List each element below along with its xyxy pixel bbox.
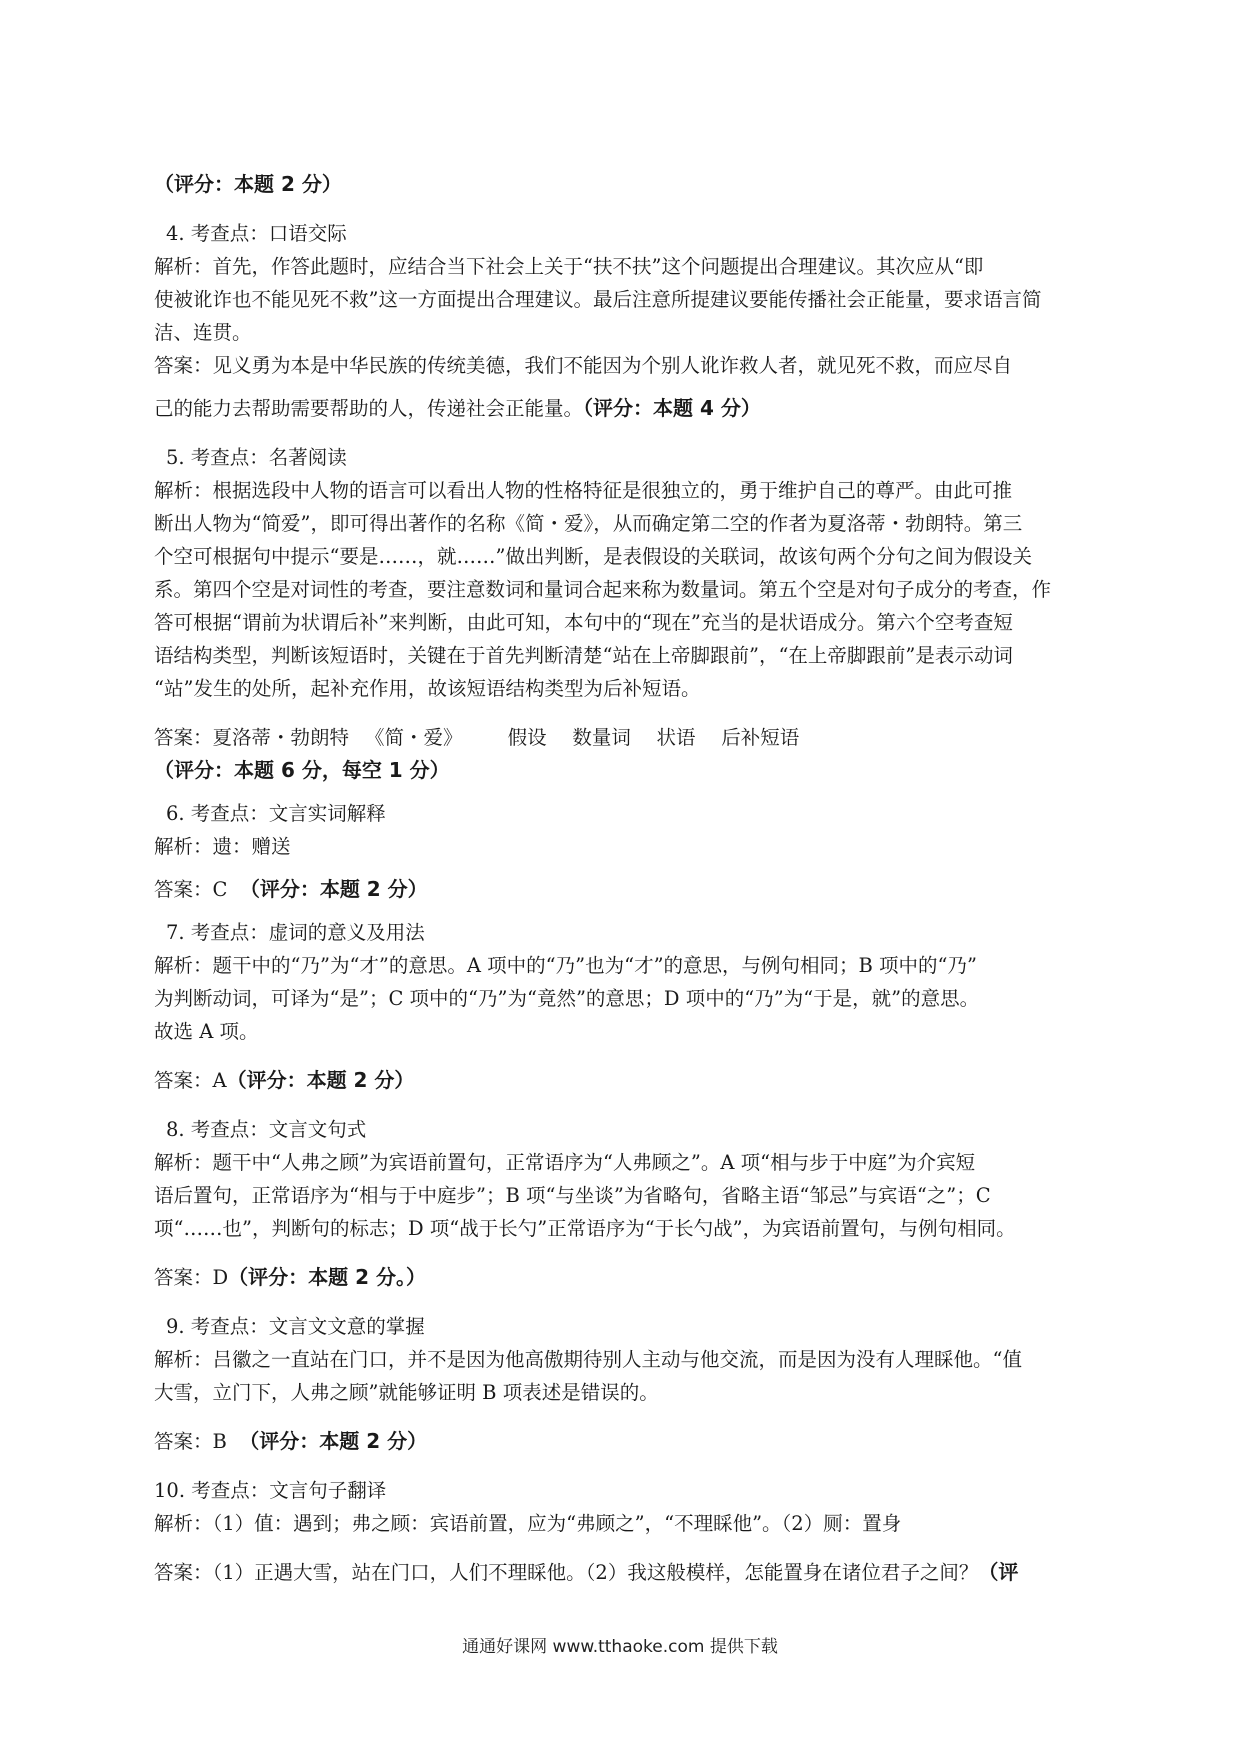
- q10-topic: 10. 考查点：文言句子翻译: [154, 1479, 387, 1502]
- q5-analysis-line: 解析：根据选段中人物的语言可以看出人物的性格特征是很独立的，勇于维护自己的尊严。由此可推: [154, 479, 1013, 502]
- q8-analysis-line: 解析：题干中“人弗之顾”为宾语前置句，正常语序为“人弗顾之”。A 项“相与步于中庭”为介宾短: [154, 1151, 976, 1174]
- q5-analysis-line: 语结构类型，判断该短语时，关键在于首先判断清楚“站在上帝脚跟前”，“在上帝脚跟前”是表示动词: [154, 644, 1013, 667]
- q5-score: （评分：本题 6 分，每空 1 分）: [154, 758, 450, 782]
- q7-topic: 7. 考查点：虚词的意义及用法: [166, 921, 425, 944]
- question-5: [154, 441, 1090, 787]
- q4-analysis-line: 使被讹诈也不能见死不救”这一方面提出合理建议。最后注意所提建议要能传播社会正能量，要求语言简: [154, 288, 1042, 311]
- question-9: [154, 1310, 1090, 1458]
- q5-answer: 答案：夏洛蒂・勃朗特 《简・爱》 假设 数量词 状语 后补短语（评分：本题 6 分，每空 1 分）: [154, 726, 800, 782]
- q9-topic: 9. 考查点：文言文文意的掌握: [166, 1315, 425, 1338]
- q4-topic: 4. 考查点：口语交际: [166, 222, 347, 245]
- q7-analysis-line: 解析：题干中的“乃”为“才”的意思。A 项中的“乃”也为“才”的意思，与例句相同；B 项中的“乃”: [154, 954, 977, 977]
- q8-answer: 答案：D（评分：本题 2 分。）: [154, 1265, 426, 1289]
- q10-analysis-line: 解析：（1）值：遇到；弗之顾：宾语前置，应为“弗顾之”，“不理睬他”。（2）厕：置身: [154, 1512, 902, 1535]
- q6-answer: 答案：C （评分：本题 2 分）: [154, 877, 428, 901]
- q8-score: （评分：本题 2 分。）: [228, 1265, 426, 1289]
- question-7: [154, 916, 1090, 1097]
- question-6: [154, 797, 1090, 906]
- q9-answer: 答案：B （评分：本题 2 分）: [154, 1429, 428, 1453]
- q4-analysis-line: 解析：首先，作答此题时，应结合当下社会上关于“扶不扶”这个问题提出合理建议。其次应从“即: [154, 255, 984, 278]
- question-4: [154, 217, 1090, 425]
- q10-score: （评: [978, 1560, 1019, 1584]
- q8-analysis-line: 语后置句，正常语序为“相与于中庭步”；B 项“与坐谈”为省略句，省略主语“邹忌”与宾语“之”；C: [154, 1184, 991, 1207]
- answer-key-content: [154, 168, 1090, 1589]
- q8-analysis-line: 项“……也”，判断句的标志；D 项“战于长勺”正常语序为“于长勺战”，为宾语前置句，与例句相同。: [154, 1217, 1016, 1240]
- q9-score: （评分：本题 2 分）: [239, 1429, 428, 1453]
- q5-topic: 5. 考查点：名著阅读: [166, 446, 347, 469]
- page-footer: 通通好课网 www.tthaoke.com 提供下载: [462, 1637, 778, 1657]
- q5-analysis-line: 个空可根据句中提示“要是……，就……”做出判断，是表假设的关联词，故该句两个分句之间为假设关: [154, 545, 1032, 568]
- q4-score: （评分：本题 4 分）: [583, 396, 761, 420]
- top-score: （评分：本题 2 分）: [154, 172, 342, 196]
- q7-answer: 答案：A（评分：本题 2 分）: [154, 1068, 415, 1092]
- q8-topic: 8. 考查点：文言文句式: [166, 1118, 367, 1141]
- q6-analysis-line: 解析：遗：赠送: [154, 835, 291, 858]
- q4-answer-line: 己的能力去帮助需要帮助的人，传递社会正能量。（评分：本题 4 分）: [154, 396, 761, 420]
- question-8: [154, 1113, 1090, 1294]
- q10-answer: 答案：（1）正遇大雪，站在门口，人们不理睬他。（2）我这般模样，怎能置身在诸位君子之间？（评: [154, 1560, 1019, 1584]
- q4-answer-line: 答案：见义勇为本是中华民族的传统美德，我们不能因为个别人讹诈救人者，就见死不救，而应尽自: [154, 354, 1013, 377]
- q6-score: （评分：本题 2 分）: [239, 877, 428, 901]
- question-10: [154, 1474, 1090, 1589]
- q4-analysis-line: 洁、连贯。: [154, 321, 252, 344]
- q9-analysis-line: 大雪，立门下，人弗之顾”就能够证明 B 项表述是错误的。: [154, 1381, 659, 1404]
- q5-analysis-line: 答可根据“谓前为状谓后补”来判断，由此可知，本句中的“现在”充当的是状语成分。第六个空考查短: [154, 611, 1013, 634]
- q6-topic: 6. 考查点：文言实词解释: [166, 802, 386, 825]
- q9-analysis-line: 解析：吕徽之一直站在门口，并不是因为他高傲期待别人主动与他交流，而是因为没有人理睬他。“值: [154, 1348, 1022, 1371]
- q7-analysis-line: 故选 A 项。: [154, 1020, 259, 1043]
- q7-score: （评分：本题 2 分）: [226, 1068, 415, 1092]
- q5-analysis-line: 系。第四个空是对词性的考查，要注意数词和量词合起来称为数量词。第五个空是对句子成分的考查，作: [154, 578, 1052, 601]
- q5-analysis-line: “站”发生的处所，起补充作用，故该短语结构类型为后补短语。: [154, 677, 701, 700]
- q5-analysis-line: 断出人物为“简爱”，即可得出著作的名称《简・爱》，从而确定第二空的作者为夏洛蒂・勃朗特。第三: [154, 512, 1023, 535]
- q7-analysis-line: 为判断动词，可译为“是”；C 项中的“乃”为“竟然”的意思；D 项中的“乃”为“于是，就”的意思。: [154, 987, 980, 1010]
